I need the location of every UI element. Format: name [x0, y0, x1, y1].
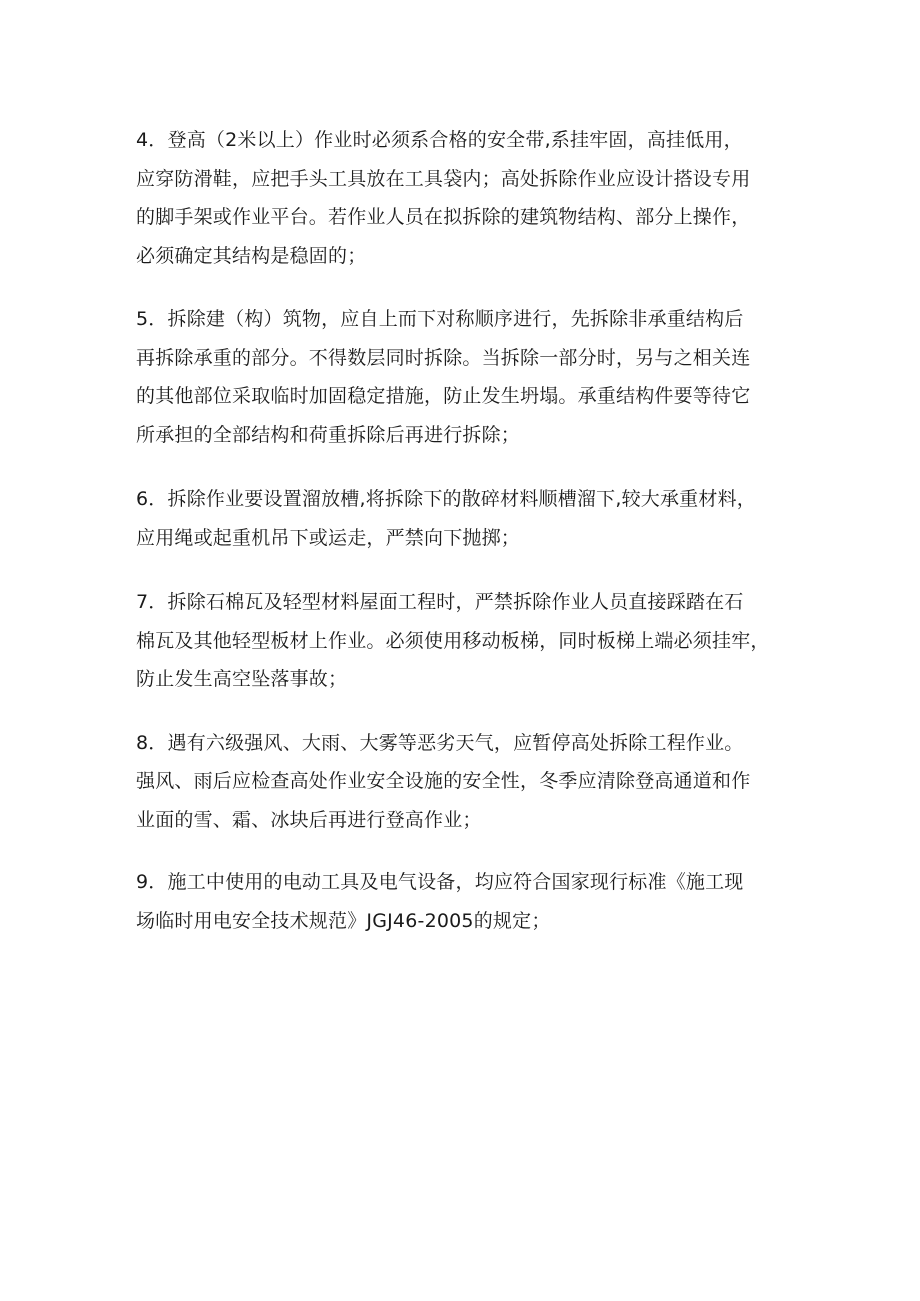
clause-line: 棉瓦及其他轻型板材上作业。必须使用移动板梯，同时板梯上端必须挂牢， — [136, 629, 770, 652]
clause-8 — [136, 724, 796, 840]
clause-line: 9．施工中使用的电动工具及电气设备，均应符合国家现行标准《施工现 — [136, 871, 744, 893]
clause-line: 8．遇有六级强风、大雨、大雾等恶劣天气，应暂停高处拆除工程作业。 — [136, 731, 744, 754]
clause-6 — [136, 480, 796, 557]
clause-7 — [136, 583, 796, 699]
clause-line: 应穿防滑鞋，应把手头工具放在工具袋内；高处拆除作业应设计搭设专用 — [136, 167, 751, 190]
clause-5 — [136, 300, 796, 454]
clause-4 — [136, 121, 796, 275]
clause-line: 应用绳或起重机吊下或运走，严禁向下抛掷； — [136, 526, 521, 549]
clause-line: 的脚手架或作业平台。若作业人员在拟拆除的建筑物结构、部分上操作， — [136, 206, 751, 228]
clause-line: 场临时用电安全技术规范》JGJ46-2005的规定； — [136, 909, 551, 932]
clause-9 — [136, 863, 796, 940]
clause-line: 再拆除承重的部分。不得数层同时拆除。当拆除一部分时，另与之相关连 — [136, 346, 751, 369]
clause-line: 5．拆除建（构）筑物，应自上而下对称顺序进行，先拆除非承重结构后 — [136, 308, 744, 330]
clause-line: 业面的雪、霜、冰块后再进行登高作业； — [136, 808, 482, 831]
clause-line: 必须确定其结构是稳固的； — [136, 244, 367, 267]
clause-line: 4．登高（2米以上）作业时必须系合格的安全带,系挂牢固，高挂低用， — [136, 129, 743, 151]
clause-line: 所承担的全部结构和荷重拆除后再进行拆除； — [136, 423, 521, 446]
clause-line: 6．拆除作业要设置溜放槽,将拆除下的散碎材料顺槽溜下,较大承重材料， — [136, 488, 756, 510]
document-body — [136, 121, 796, 965]
clause-line: 防止发生高空坠落事故； — [136, 668, 348, 690]
clause-line: 的其他部位采取临时加固稳定措施，防止发生坍塌。承重结构件要等待它 — [136, 385, 751, 407]
clause-line: 强风、雨后应检查高处作业安全设施的安全性，冬季应清除登高通道和作 — [136, 770, 751, 792]
clause-line: 7．拆除石棉瓦及轻型材料屋面工程时，严禁拆除作业人员直接踩踏在石 — [136, 591, 744, 613]
